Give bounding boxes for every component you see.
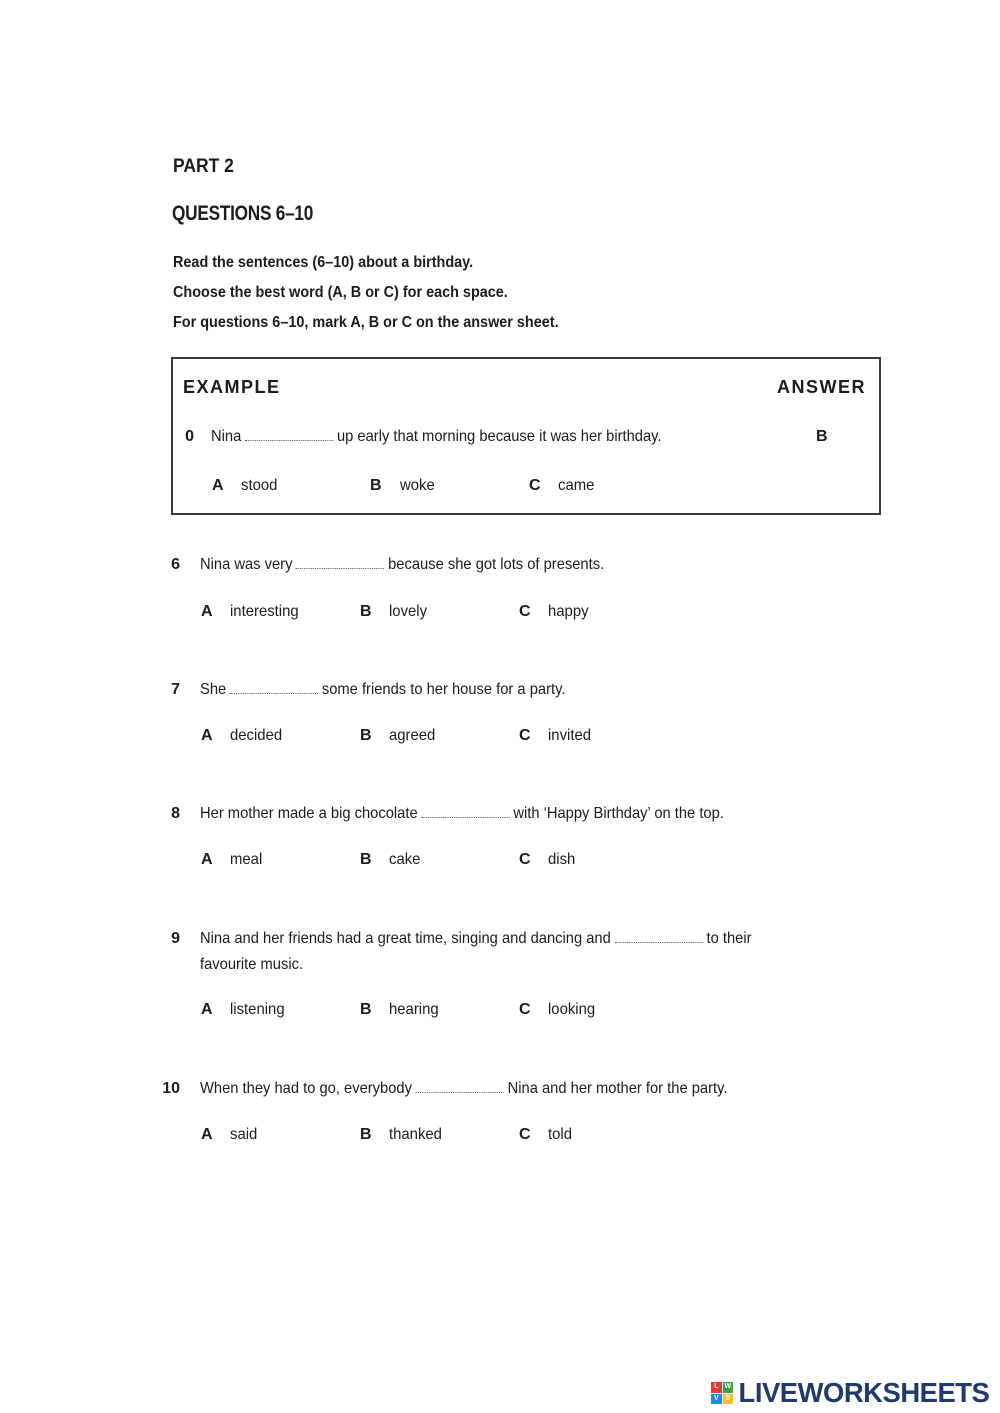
option-letter: A — [212, 477, 224, 494]
option-letter[interactable]: B — [360, 851, 372, 868]
answer-blank — [245, 426, 333, 441]
question-number: 7 — [171, 681, 180, 698]
option-letter[interactable]: C — [519, 603, 531, 620]
sentence-before: Her mother made a big chocolate — [200, 805, 418, 822]
example-number: 0 — [185, 428, 194, 445]
option-letter[interactable]: B — [360, 727, 372, 744]
option-letter: C — [529, 477, 541, 494]
option-letter[interactable]: C — [519, 1001, 531, 1018]
option-word[interactable]: said — [230, 1126, 258, 1143]
question-sentence — [200, 926, 751, 952]
example-answer: B — [816, 428, 828, 445]
option-word[interactable]: agreed — [389, 727, 436, 744]
option-word[interactable]: listening — [230, 1001, 285, 1018]
instruction-line: Read the sentences (6–10) about a birthday. — [173, 254, 474, 271]
liveworksheets-logo[interactable] — [711, 1377, 992, 1409]
sentence-after: with ‘Happy Birthday’ on the top. — [513, 805, 724, 822]
option-word[interactable]: looking — [548, 1001, 596, 1018]
questions-title: QUESTIONS 6–10 — [172, 202, 314, 225]
answer-blank[interactable] — [230, 679, 318, 694]
option-word[interactable]: decided — [230, 727, 283, 744]
option-word[interactable]: dish — [548, 851, 576, 868]
instruction-line: Choose the best word (A, B or C) for each space. — [173, 284, 508, 301]
example-label: EXAMPLE — [183, 377, 281, 397]
option-letter: B — [370, 477, 382, 494]
sentence-after: up early that morning because it was her birthday. — [336, 428, 662, 445]
option-word[interactable]: hearing — [389, 1001, 439, 1018]
answer-blank[interactable] — [421, 803, 509, 818]
question-number: 10 — [162, 1080, 180, 1097]
option-word: stood — [241, 477, 278, 494]
sentence-before: Nina was very — [200, 556, 293, 573]
option-letter[interactable]: A — [201, 1001, 213, 1018]
part-title: PART 2 — [173, 156, 234, 177]
question-sentence — [200, 801, 724, 827]
liveworksheets-logo-icon: L W V S — [711, 1382, 733, 1404]
option-letter[interactable]: C — [519, 727, 531, 744]
sentence-after: Nina and her mother for the party. — [507, 1080, 728, 1097]
option-word[interactable]: told — [548, 1126, 572, 1143]
answer-blank[interactable] — [296, 554, 384, 569]
question-sentence-line2: favourite music. — [200, 956, 304, 973]
option-letter[interactable]: A — [201, 727, 213, 744]
option-letter[interactable]: C — [519, 851, 531, 868]
option-letter[interactable]: B — [360, 1001, 372, 1018]
option-word: woke — [400, 477, 435, 494]
sentence-before: Nina and her friends had a great time, singing and dancing and — [200, 930, 611, 947]
option-letter[interactable]: A — [201, 603, 213, 620]
option-letter[interactable]: B — [360, 1126, 372, 1143]
question-number: 6 — [171, 556, 180, 573]
sentence-after: some friends to her house for a party. — [321, 681, 566, 698]
option-word[interactable]: thanked — [389, 1126, 442, 1143]
question-number: 8 — [171, 805, 180, 822]
question-sentence — [200, 677, 565, 703]
answer-blank[interactable] — [614, 928, 702, 943]
option-word[interactable]: lovely — [389, 603, 428, 620]
answer-blank[interactable] — [416, 1078, 504, 1093]
option-word[interactable]: meal — [230, 851, 263, 868]
option-word[interactable]: invited — [548, 727, 592, 744]
option-word[interactable]: interesting — [230, 603, 299, 620]
example-sentence — [211, 424, 662, 450]
question-number: 9 — [171, 930, 180, 947]
sentence-before: Nina — [211, 428, 242, 445]
option-letter[interactable]: C — [519, 1126, 531, 1143]
sentence-after: because she got lots of presents. — [388, 556, 605, 573]
option-letter[interactable]: B — [360, 603, 372, 620]
option-letter[interactable]: A — [201, 1126, 213, 1143]
logo-text: LIVEWORKSHEETS — [738, 1377, 990, 1408]
option-word: came — [558, 477, 595, 494]
question-sentence — [200, 552, 604, 578]
answer-label: ANSWER — [777, 377, 866, 397]
sentence-before: She — [200, 681, 227, 698]
sentence-after: to their — [706, 930, 752, 947]
option-word[interactable]: cake — [389, 851, 421, 868]
instruction-line: For questions 6–10, mark A, B or C on the answer sheet. — [173, 314, 559, 331]
sentence-before: When they had to go, everybody — [200, 1080, 412, 1097]
option-word[interactable]: happy — [548, 603, 589, 620]
option-letter[interactable]: A — [201, 851, 213, 868]
question-sentence — [200, 1076, 727, 1102]
